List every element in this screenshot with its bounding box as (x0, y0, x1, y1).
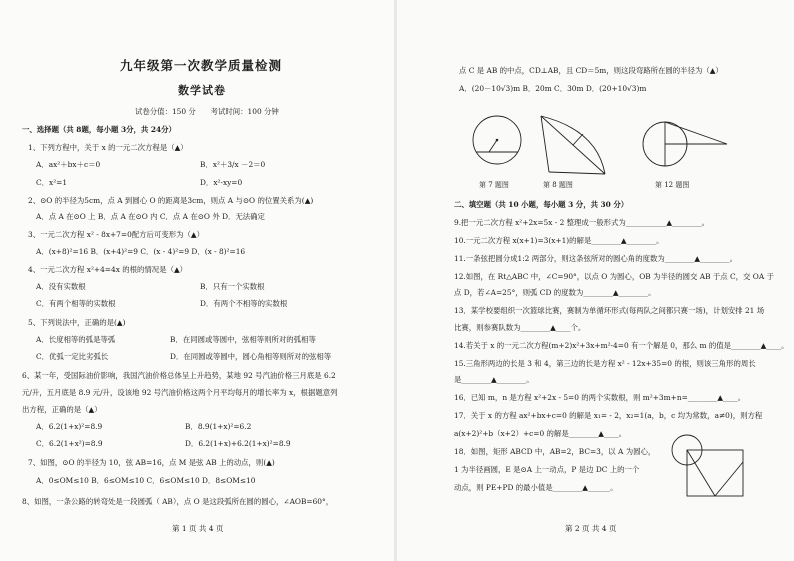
question-9: 9.把一元二次方程 x²+2x=5x - 2 整理成一般形式为___________▲________。 (454, 218, 710, 227)
question-16: 16．已知 m，n 是方程 x²+2x - 5=0 的两个实数根，则 m²+3m+n=________▲____。 (454, 393, 746, 402)
question-18-line-1: 18．如图，矩形 ABCD 中，AB=2，BC=3，以 A 为圆心， (454, 447, 656, 456)
question-13-line-2: 比赛，则参赛队数为________▲____个。 (454, 323, 586, 332)
exam-subtitle: 数学试卷 (178, 84, 226, 97)
question-6-line-1: 6、某一年，受国际油价影响，我国汽油价格总体呈上升趋势，某地 92 号汽油价格三月底是 6.2 (22, 371, 336, 380)
question-14: 14.若关于 x 的一元二次方程(m+2)x²+3x+m²-4=0 有一个解是 0，那么 m 的值是________▲____。 (454, 341, 789, 350)
question-10: 10.一元二次方程 x(x+1)=3(x+1)的解是________▲________。 (454, 236, 664, 245)
q4-option-d: D．有两个不相等的实数根 (200, 299, 288, 308)
exam-info: 试卷分值：150 分 考试时间：100 分钟 (135, 107, 279, 116)
q6-option-b: B．8.9(1+x)²=6.2 (185, 422, 252, 431)
question-13-line-1: 13．某学校要组织一次篮球比赛，赛制为单循环形式(每两队之间都只赛一场)，计划安排 21 场 (454, 306, 765, 315)
q7-options: A．0≤OM≤10 B．6≤OM≤10 C．6≤OM≤10 D．8≤OM≤10 (36, 476, 256, 485)
question-4: 4、一元二次方程 x²+4=4x 的根的情况是（▲） (28, 265, 188, 274)
q5-option-c: C．优弧一定比劣弧长 (36, 352, 109, 361)
q4-option-b: B．只有一个实数根 (200, 282, 265, 291)
section-2-heading: 二、填空题（共 10 小题，每小题 3 分，共 30 分） (454, 200, 629, 209)
question-18-line-2: 1 为半径画圆，E 是⊙A 上一动点，P 是边 DC 上的一个 (454, 465, 640, 474)
question-1: 1、下列方程中，关于 x 的一元二次方程是（▲） (28, 143, 188, 152)
question-6-line-2: 元/升，五月底是 8.9 元/升，设该地 92 号汽油价格这两个月平均每月的增长率为 x，根据题意列 (22, 388, 338, 397)
figure-12-caption: 第 12 题图 (655, 181, 690, 189)
figure-18-rectangle-circle-diagram (669, 432, 751, 504)
question-17-line-2: a(x+2)²+b（x+2）+c=0 的解是________▲____。 (454, 429, 627, 438)
q1-option-a: A．ax²＋bx＋c＝0 (36, 160, 101, 169)
q1-option-d: D．x²-xy=0 (200, 178, 243, 187)
exam-page-2 (397, 0, 794, 561)
figure-7-circle-diagram (467, 112, 527, 172)
question-11: 11.一条弦把圆分成1:2 两部分，则这条弦所对的圆心角的度数为________▲________。 (454, 254, 737, 263)
figure-7-caption: 第 7 题图 (479, 181, 509, 189)
question-15-line-2: 是________▲________。 (454, 375, 534, 384)
figure-8-arc-diagram (527, 110, 617, 180)
question-6-line-3: 出方程，正确的是（▲） (22, 405, 102, 414)
question-8: 8、如图，一条公路的转弯处是一段圆弧（ AB），点 O 是这段弧所在圆的圆心，∠AOB=60°， (22, 497, 334, 506)
question-8-continued: 点 C 是 AB 的中点，CD⊥AB，且 CD＝5m，则这段弯路所在圆的半径为（▲） (459, 66, 723, 75)
q6-option-a: A．6.2(1+x)²=8.9 (36, 422, 103, 431)
q4-option-a: A．没有实数根 (36, 282, 86, 291)
question-12-line-2: 点 D，若∠A=25°，则弧 CD 的度数为________▲________。 (454, 288, 656, 297)
question-7: 7、如图，⊙O 的半径为 10，弦 AB=16，点 M 是弦 AB 上的动点，则(▲) (28, 458, 275, 467)
question-17-line-1: 17．关于 x 的方程 ax²+bx+c=0 的解是 x₁= - 2，x₂=1(a，b，c 均为常数，a≠0)，则方程 (454, 411, 763, 420)
exam-title: 九年级第一次教学质量检测 (120, 58, 283, 73)
question-15-line-1: 15.三角形两边的长是 3 和 4，第三边的长是方程 x² - 12x+35=0 的根，则该三角形的周长 (454, 359, 756, 368)
q1-option-c: C．x²=1 (36, 178, 68, 187)
question-2: 2、⊙O 的半径为5cm，点 A 到圆心 O 的距离是3cm，则点 A 与⊙O 的位置关系为(▲) (28, 196, 314, 205)
q3-options: A．(x+8)²=16 B．(x+4)²=9 C．(x - 4)²=9 D．(x - 8)²=16 (36, 247, 246, 256)
page-2-footer: 第 2 页 共 4 页 (565, 524, 617, 533)
question-18-line-3: 动点，则 PE+PD 的最小值是________▲______。 (454, 483, 618, 492)
figure-12-triangle-diagram (637, 112, 732, 172)
question-12-line-1: 12.如图，在 Rt△ABC 中，∠C=90°，以点 O 为圆心，OB 为半径的圆交 AB 于点 C，交 OA 于 (454, 272, 774, 281)
q6-option-c: C．6.2(1+x²)=8.9 (36, 439, 103, 448)
q6-option-d: D．6.2(1+x)+6.2(1+x)²=8.9 (185, 439, 291, 448)
page-1-footer: 第 1 页 共 4 页 (172, 524, 224, 533)
question-3: 3、一元二次方程 x² - 8x+7=0配方后可变形为（▲） (28, 230, 204, 239)
section-1-heading: 一、选择题（共 8题，每小题 3分，共 24分） (22, 125, 176, 134)
q4-option-c: C．有两个相等的实数根 (36, 299, 116, 308)
q1-option-b: B．x²＋3/x －2＝0 (200, 160, 266, 169)
q8-options: A．(20－10√3)m B．20m C．30m D．(20+10√3)m (459, 84, 647, 93)
figure-8-caption: 第 8 题图 (543, 181, 573, 189)
q5-option-a: A．长度相等的弧是等弧 (36, 335, 116, 344)
q2-options: A．点 A 在⊙O 上 B．点 A 在⊙O 内 C．点 A 在⊙O 外 D．无法确定 (36, 212, 265, 221)
q5-option-d: D．在同圆或等圆中，圆心角相等则所对的弦相等 (170, 352, 332, 361)
q5-option-b: B．在同圆或等圆中，弦相等则所对的弧相等 (170, 335, 316, 344)
question-5: 5、下列说法中，正确的是(▲) (28, 318, 126, 327)
